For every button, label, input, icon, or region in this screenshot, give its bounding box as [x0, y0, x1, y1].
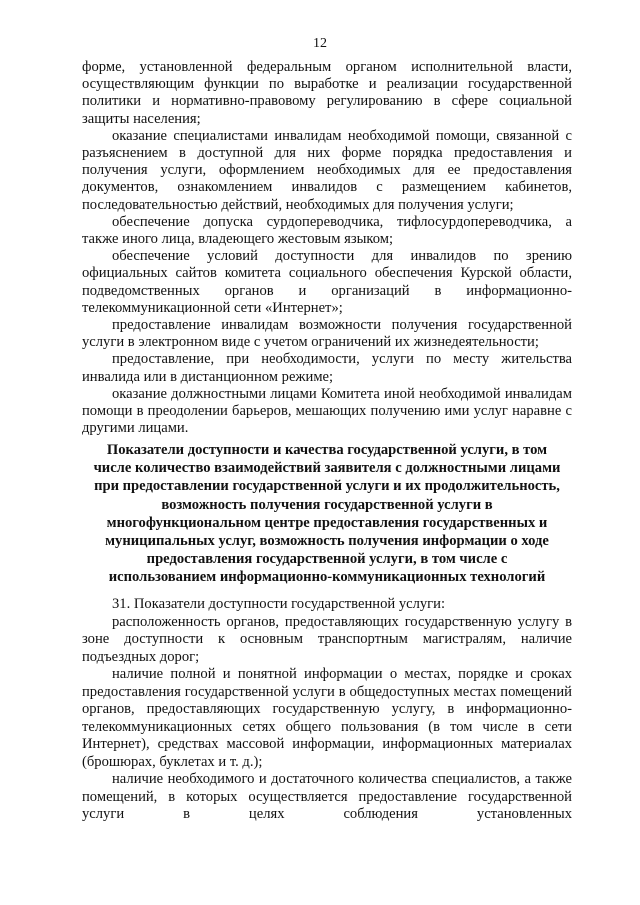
heading-line: числе количество взаимодействий заявителя с должностными лицами: [93, 460, 561, 477]
section-heading: [82, 441, 572, 587]
paragraph: обеспечение условий доступности для инвалидов по зрению официальных сайтов комитета социального обеспечения Курской области, подведомственных органов и организаций в информационно-телекоммуникационной сети «Интернет»;: [82, 248, 572, 316]
heading-line: многофункциональном центре предоставления государственных и: [106, 514, 548, 531]
body-text-bottom: [82, 596, 572, 824]
paragraph: 31. Показатели доступности государственной услуги:: [112, 596, 446, 612]
paragraph: наличие полной и понятной информации о местах, порядке и сроках предоставления государственной услуги в общедоступных местах помещений органов, предоставляющих государственную услугу, в информационно-телекоммуникационных сетях общего пользования (в том числе в сети Интернет), средствах массовой информации, информационных материалах (брошюрах, буклетах и т. д.);: [82, 666, 572, 770]
paragraph: оказание должностными лицами Комитета иной необходимой инвалидам помощи в преодолении барьеров, мешающих получению ими услуг наравне с другими лицами.: [82, 385, 572, 437]
heading-line: возможность получения государственной услуги в: [161, 496, 493, 513]
page-number: 12: [313, 36, 327, 51]
paragraph: оказание специалистами инвалидам необходимой помощи, связанной с разъяснением в доступной для них форме порядка предоставления и получения услуги, оформлением необходимых для ее предоставления документов, ознакомлением инвалидов с размещением кабинетов, последовательностью действий, необходимых для получения услуги;: [82, 127, 572, 213]
paragraph: форме, установленной федеральным органом исполнительной власти, осуществляющим функции по выработке и реализации государственной политики и нормативно-правовому регулированию в сфере социальной защиты населения;: [82, 59, 572, 127]
heading-line: предоставления государственной услуги, в том числе с: [146, 551, 508, 568]
paragraph: предоставление инвалидам возможности получения государственной услуги в электронном виде с учетом ограничений их жизнедеятельности;: [82, 317, 572, 351]
paragraph: наличие необходимого и достаточного количества специалистов, а также помещений, в которых осуществляется предоставление государственной услуги в целях соблюдения установленных: [82, 771, 572, 822]
heading-line: муниципальных услуг, возможность получения информации о ходе: [105, 533, 549, 550]
paragraph: обеспечение допуска сурдопереводчика, тифлосурдопереводчика, а также иного лица, владеющего жестовым языком;: [82, 213, 572, 248]
heading-line: использованием информационно-коммуникационных технологий: [108, 569, 546, 586]
heading-line: при предоставлении государственной услуги и их продолжительность,: [94, 478, 560, 495]
body-text-top: [82, 59, 572, 437]
paragraph: расположенность органов, предоставляющих государственную услугу в зоне доступности к основным транспортным магистралям, наличие подъездных дорог;: [82, 613, 572, 665]
heading-line: Показатели доступности и качества государственной услуги, в том: [106, 442, 548, 458]
paragraph: предоставление, при необходимости, услуги по месту жительства инвалида или в дистанционном режиме;: [82, 351, 572, 385]
